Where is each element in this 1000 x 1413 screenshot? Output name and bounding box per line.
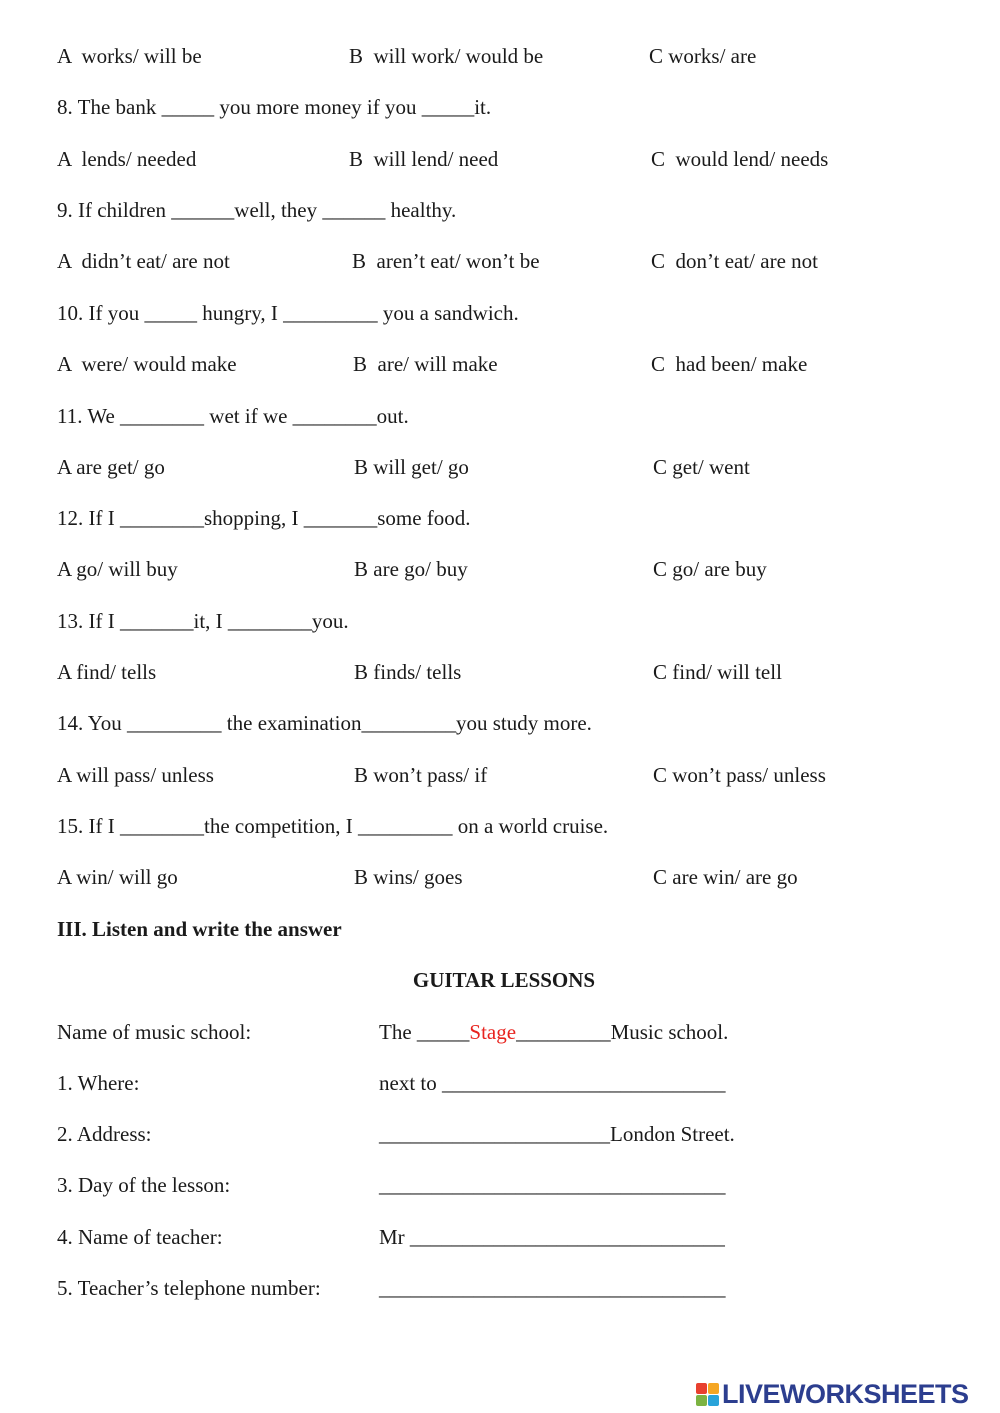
school-name-answer: Stage xyxy=(469,1020,517,1044)
q8-option-a: A lends/ needed xyxy=(57,147,197,171)
phone-field[interactable]: _________________________________ xyxy=(379,1276,726,1300)
q10-question: 10. If you _____ hungry, I _________ you a sandwich. xyxy=(57,301,519,325)
teacher-label: 4. Name of teacher: xyxy=(57,1225,223,1249)
section-title: GUITAR LESSONS xyxy=(412,968,596,992)
q13-option-b: B finds/ tells xyxy=(354,660,462,684)
q9-option-a: A didn’t eat/ are not xyxy=(57,249,230,273)
q13-question: 13. If I _______it, I ________you. xyxy=(57,609,349,633)
q8-option-c: C would lend/ needs xyxy=(651,147,829,171)
q8-option-b: B will lend/ need xyxy=(349,147,499,171)
section-heading: III. Listen and write the answer xyxy=(57,917,342,941)
q9-option-b: B aren’t eat/ won’t be xyxy=(352,249,540,273)
day-label: 3. Day of the lesson: xyxy=(57,1173,231,1197)
day-field[interactable]: _________________________________ xyxy=(379,1173,726,1197)
q11-option-a: A are get/ go xyxy=(57,455,165,479)
q10-option-c: C had been/ make xyxy=(651,352,808,376)
logo-text: LIVEWORKSHEETS xyxy=(722,1378,969,1409)
q10-option-a: A were/ would make xyxy=(57,352,237,376)
q10-option-b: B are/ will make xyxy=(353,352,498,376)
q12-option-a: A go/ will buy xyxy=(57,557,178,581)
q14-question: 14. You _________ the examination_________you study more. xyxy=(57,711,592,735)
address-field[interactable]: ______________________London Street. xyxy=(379,1122,735,1146)
q11-question: 11. We ________ wet if we ________out. xyxy=(57,404,409,428)
q7-option-b: B will work/ would be xyxy=(349,44,544,68)
logo-square-icon xyxy=(708,1383,719,1394)
phone-label: 5. Teacher’s telephone number: xyxy=(57,1276,321,1300)
teacher-field[interactable]: Mr ______________________________ xyxy=(379,1225,725,1249)
q9-option-c: C don’t eat/ are not xyxy=(651,249,818,273)
q11-option-c: C get/ went xyxy=(653,455,750,479)
q14-option-c: C won’t pass/ unless xyxy=(653,763,826,787)
q13-option-c: C find/ will tell xyxy=(653,660,782,684)
liveworksheets-logo xyxy=(696,1378,996,1410)
q12-option-c: C go/ are buy xyxy=(653,557,767,581)
q11-option-b: B will get/ go xyxy=(354,455,469,479)
q15-option-a: A win/ will go xyxy=(57,865,178,889)
address-label: 2. Address: xyxy=(57,1122,152,1146)
logo-square-icon xyxy=(696,1383,707,1394)
q7-option-c: C works/ are xyxy=(649,44,757,68)
q12-option-b: B are go/ buy xyxy=(354,557,468,581)
q14-option-b: B won’t pass/ if xyxy=(354,763,488,787)
where-field[interactable]: next to ___________________________ xyxy=(379,1071,726,1095)
logo-square-icon xyxy=(708,1395,719,1406)
q15-option-b: B wins/ goes xyxy=(354,865,463,889)
logo-grid-icon xyxy=(696,1383,719,1406)
q8-question: 8. The bank _____ you more money if you _____it. xyxy=(57,95,492,119)
q13-option-a: A find/ tells xyxy=(57,660,157,684)
q15-question: 15. If I ________the competition, I _________ on a world cruise. xyxy=(57,814,609,838)
q9-question: 9. If children ______well, they ______ healthy. xyxy=(57,198,457,222)
q15-option-c: C are win/ are go xyxy=(653,865,798,889)
q7-option-a: A works/ will be xyxy=(57,44,202,68)
school-name-prefix: The _____ xyxy=(379,1020,470,1044)
school-name-label: Name of music school: xyxy=(57,1020,252,1044)
school-name-field[interactable] xyxy=(379,1019,728,1045)
where-label: 1. Where: xyxy=(57,1071,140,1095)
school-name-suffix: _________Music school. xyxy=(516,1020,729,1044)
logo-square-icon xyxy=(696,1395,707,1406)
q12-question: 12. If I ________shopping, I _______some food. xyxy=(57,506,471,530)
q14-option-a: A will pass/ unless xyxy=(57,763,214,787)
